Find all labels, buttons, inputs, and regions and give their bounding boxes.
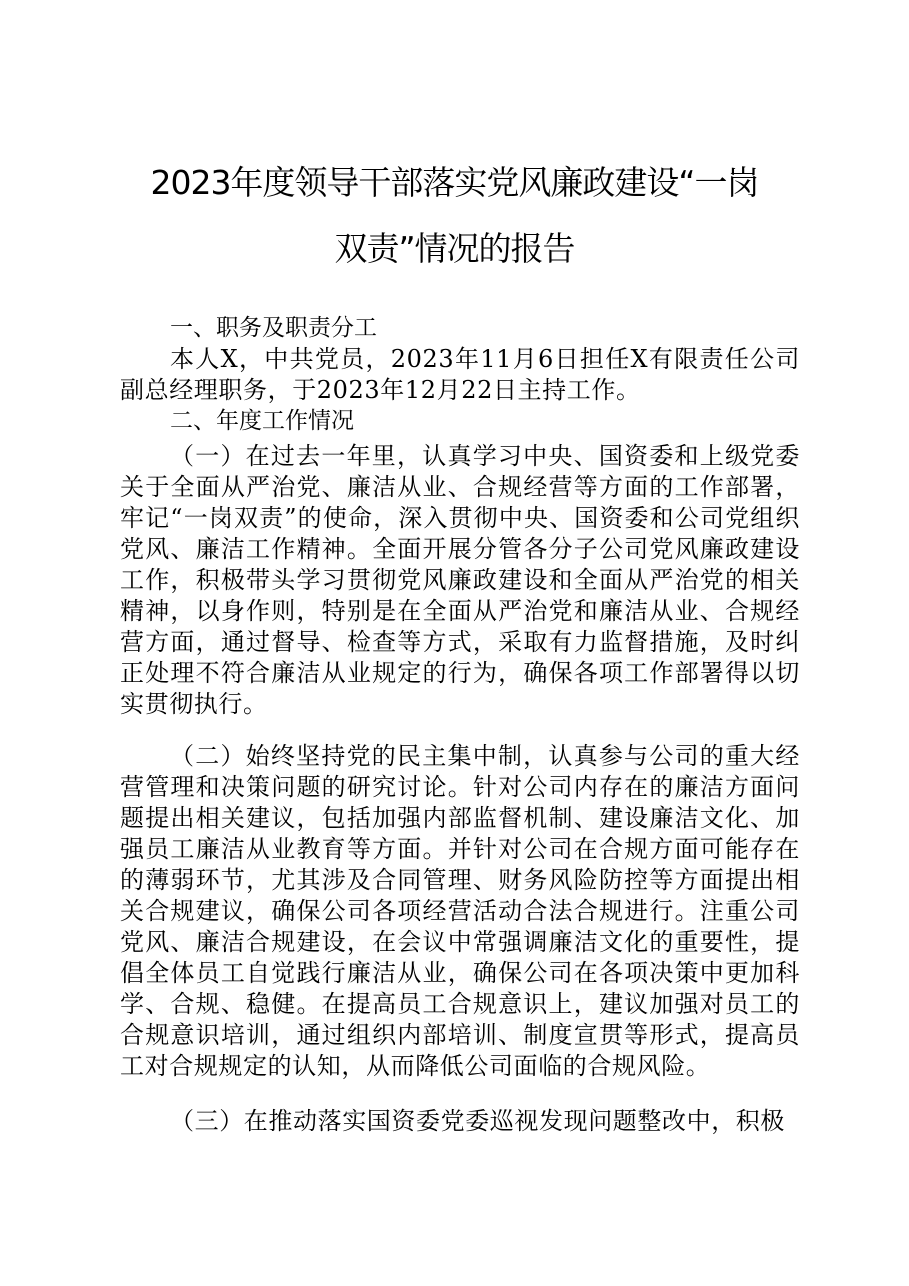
paragraph-work-2: （二）始终坚持党的民主集中制，认真参与公司的重大经营管理和决策问题的研究讨论。针对公司内存在的廉洁方面问题提出相关建议，包括加强内部监督机制、建设廉洁文化、加强员工廉洁从业教育等方面。并针对公司在合规方面可能存在的薄弱环节，尤其涉及合同管理、财务风险防控等方面提出相关合规建议，确保公司各项经营活动合法合规进行。注重公司党风、廉洁合规建设，在会议中常强调廉洁文化的重要性，提倡全体员工自觉践行廉洁从业，确保公司在各项决策中更加科学、合规、稳健。在提高员工合规意识上，建议加强对员工的合规意识培训，通过组织内部培训、制度宣贯等形式，提高员工对合规规定的认知，从而降低公司面临的合规风险。 (120, 742, 800, 1080)
paragraph-duties: 本人X，中共党员，2023年11月6日担任X有限责任公司副总经理职务，于2023年12月22日主持工作。 (120, 345, 800, 404)
section-heading-duties: 一、职务及职责分工 (170, 315, 377, 341)
paragraph-work-3: （三）在推动落实国资委党委巡视发现问题整改中，积极 (170, 1107, 785, 1135)
document-title-line-2: 双责”情况的报告 (334, 229, 575, 268)
section-heading-annual-work: 二、年度工作情况 (170, 408, 354, 434)
document-title-line-1: 2023年度领导干部落实党风廉政建设“一岗 (150, 163, 759, 202)
paragraph-work-1: （一）在过去一年里，认真学习中央、国资委和上级党委关于全面从严治党、廉洁从业、合规经营等方面的工作部署，牢记“一岗双责”的使命，深入贯彻中央、国资委和公司党组织党风、廉洁工作精神。全面开展分管各分子公司党风廉政建设工作，积极带头学习贯彻党风廉政建设和全面从严治党的相关精神，以身作则，特别是在全面从严治党和廉洁从业、合规经营方面，通过督导、检查等方式，采取有力监督措施，及时纠正处理不符合廉洁从业规定的行为，确保各项工作部署得以切实贯彻执行。 (120, 442, 800, 718)
